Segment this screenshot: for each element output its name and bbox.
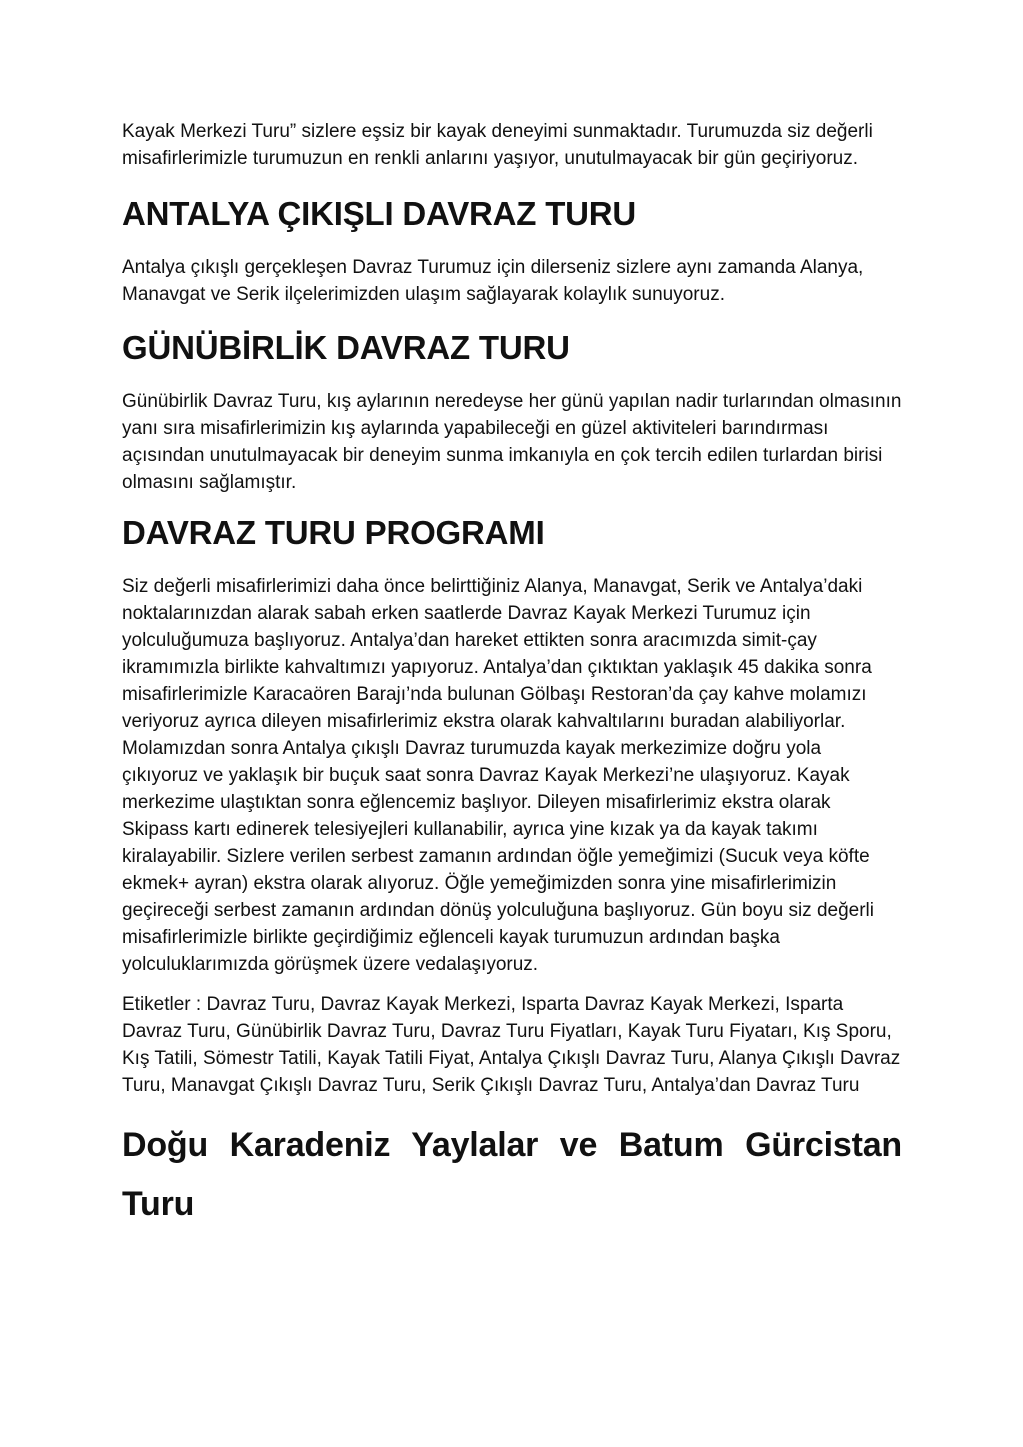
- intro-paragraph: Kayak Merkezi Turu” sizlere eşsiz bir kayak deneyimi sunmaktadır. Turumuzda siz değerli misafirlerimizle turumuzun en renkli anlarını yaşıyor, unutulmayacak bir gün geçiriyoruz.: [122, 121, 873, 169]
- tags-paragraph: Etiketler : Davraz Turu, Davraz Kayak Merkezi, Isparta Davraz Kayak Merkezi, Isparta Davraz Turu, Günübirlik Davraz Turu, Davraz Turu Fiyatları, Kayak Turu Fiyatarı, Kış Sporu, Kış Tatili, Sömestr Tatili, Kayak Tatili Fiyat, Antalya Çıkışlı Davraz Turu, Alanya Çıkışlı Davraz Turu, Manavgat Çıkışlı Davraz Turu, Serik Çıkışlı Davraz Turu, Antalya’dan Davraz Turu: [122, 994, 901, 1096]
- final-heading: Doğu Karadeniz Yaylalar ve Batum Gürcistan Turu: [122, 1126, 902, 1223]
- section-paragraph-program: Siz değerli misafirlerimizi daha önce belirttiğiniz Alanya, Manavgat, Serik ve Antalya’daki noktalarınızdan alarak sabah erken saatlerde Davraz Kayak Merkezi Turumuz için yolculuğumuza başlıyoruz. Antalya’dan hareket ettikten sonra aracımızda simit-çay ikramımızla birlikte kahvaltımızı yapıyoruz. Antalya’dan çıktıktan yaklaşık 45 dakika sonra misafirlerimizle Karacaören Barajı’nda bulunan Gölbaşı Restoran’da çay kahve molamızı veriyoruz ayrıca dileyen misafirlerimiz ekstra olarak kahvaltılarını buradan alabiliyorlar. Molamızdan sonra Antalya çıkışlı Davraz turumuzda kayak merkezimize doğru yola çıkıyoruz ve yaklaşık bir buçuk saat sonra Davraz Kayak Merkezi’ne ulaşıyoruz. Kayak merkezime ulaştıktan sonra eğlencemiz başlıyor. Dileyen misafirlerimiz ekstra olarak Skipass kartı edinerek telesiyejleri kullanabilir, ayrıca yine kızak ya da kayak takımı kiralayabilir. Sizlere verilen serbest zamanın ardından öğle yemeğimizi (Sucuk veya köfte ekmek+ ayran) ekstra olarak alıyoruz. Öğle yemeğimizden sonra yine misafirlerimizin geçireceği serbest zamanın ardından dönüş yolculuğuna başlıyoruz. Gün boyu siz değerli misafirlerimizle birlikte geçirdiğimiz eğlenceli kayak turumuzun ardından başka yolculuklarımızda görüşmek üzere vedalaşıyoruz.: [122, 576, 875, 975]
- section-heading-program: DAVRAZ TURU PROGRAMI: [122, 514, 545, 551]
- section-paragraph-antalya: Antalya çıkışlı gerçekleşen Davraz Turumuz için dilerseniz sizlere aynı zamanda Alanya, Manavgat ve Serik ilçelerimizden ulaşım sağlayarak kolaylık sunuyoruz.: [122, 257, 864, 305]
- section-heading-antalya: ANTALYA ÇIKIŞLI DAVRAZ TURU: [122, 195, 637, 232]
- document-page: [122, 118, 902, 1234]
- section-paragraph-gunubirlik: Günübirlik Davraz Turu, kış aylarının neredeyse her günü yapılan nadir turlarından olmasının yanı sıra misafirlerimizin kış aylarında yapabileceği en güzel aktiviteleri barındırması açısından unutulmayacak bir deneyim sunma imkanıyla en çok tercih edilen turlardan birisi olmasını sağlamıştır.: [122, 391, 902, 493]
- section-heading-gunubirlik: GÜNÜBİRLİK DAVRAZ TURU: [122, 329, 570, 366]
